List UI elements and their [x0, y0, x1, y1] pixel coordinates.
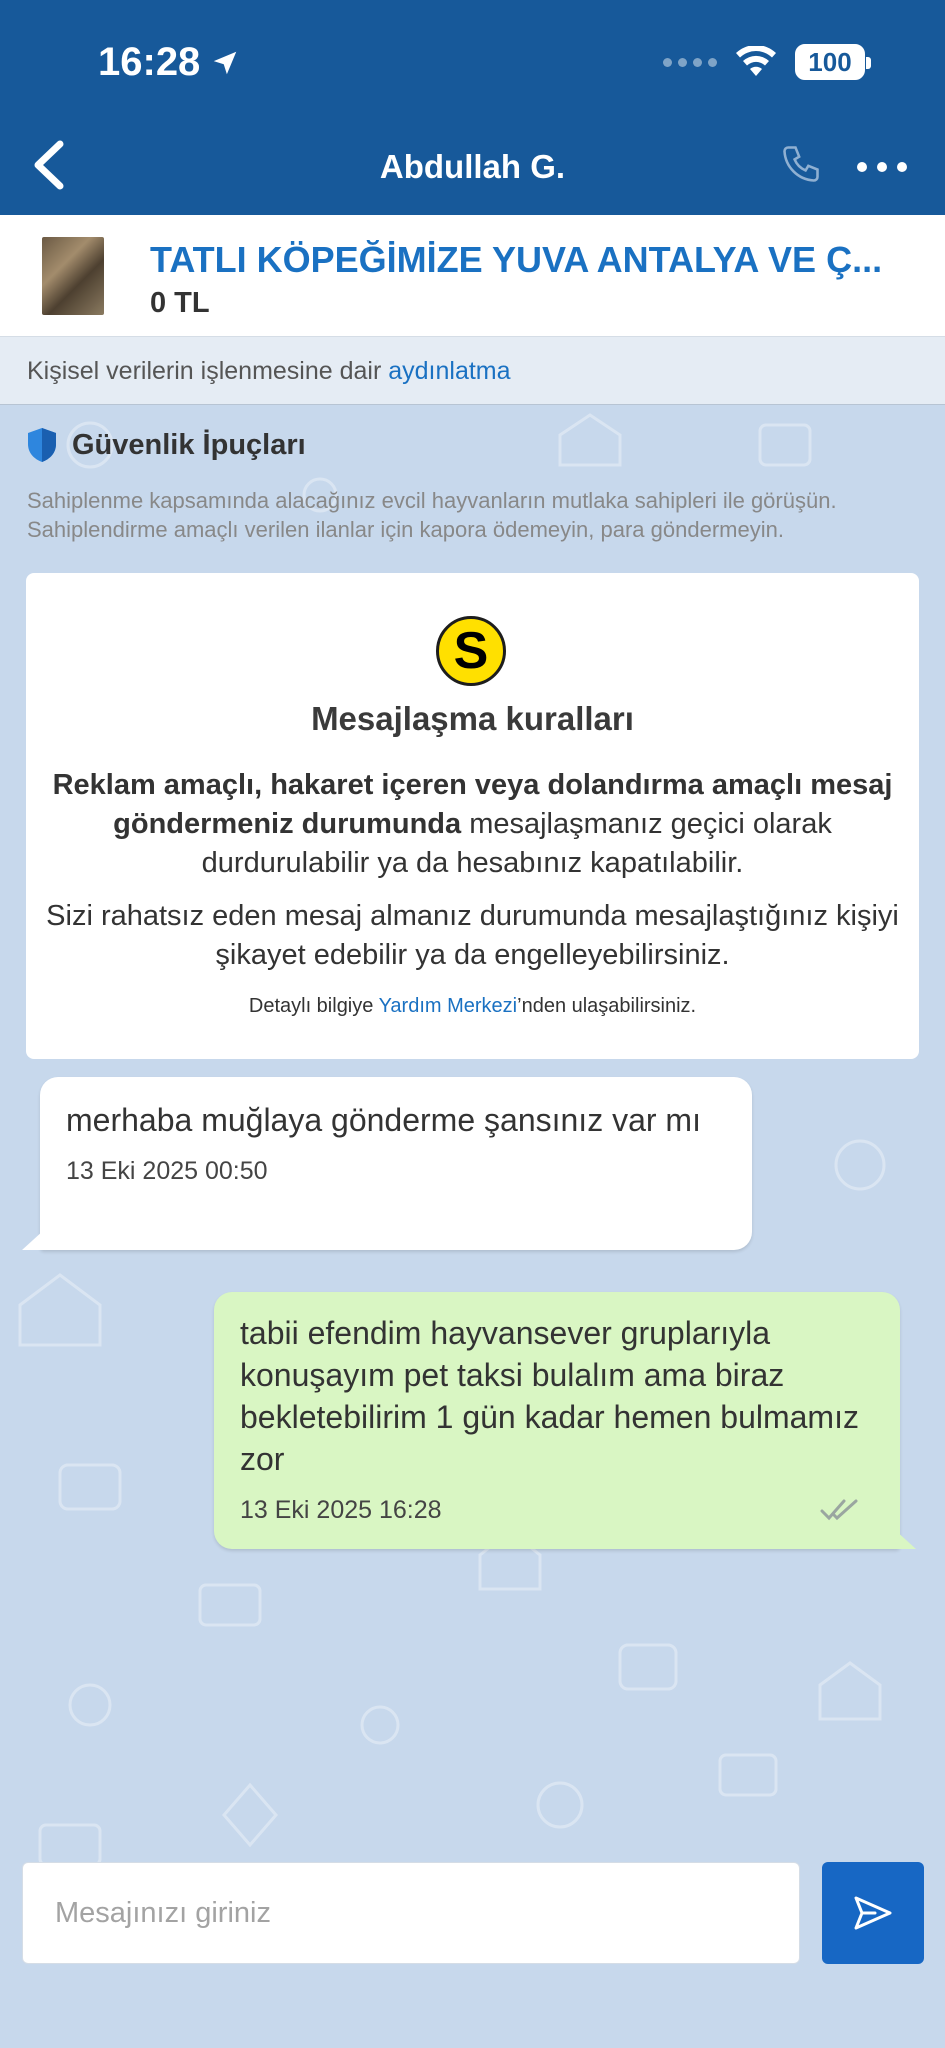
message-timestamp: 13 Eki 2025 16:28 [240, 1496, 442, 1524]
phone-icon[interactable] [779, 142, 823, 186]
message-bubble-incoming[interactable] [40, 1077, 752, 1250]
rules-paragraph-1: Reklam amaçlı, hakaret içeren veya dolandırma amaçlı mesaj göndermeniz durumunda mesajlaşmanız geçici olarak durdurulabilir ya da hesabınız kapatılabilir. [52, 769, 893, 879]
security-tips-heading: Güvenlik İpuçları [26, 427, 306, 463]
conversation-title: Abdullah G. [379, 148, 566, 185]
message-bubble-outgoing[interactable] [214, 1292, 900, 1549]
header [0, 0, 945, 215]
rules-help-line: Detaylı bilgiye Yardım Merkezi’nden ulaşabilirsiniz. [248, 995, 697, 1017]
battery-icon: 100 [795, 44, 865, 80]
listing-price: 0 TL [150, 287, 210, 319]
message-text: tabii efendim hayvansever gruplarıyla konuşayım pet taksi bulalım ama biraz bekletebilirim 1 gün kadar hemen bulmamız zor [240, 1315, 859, 1477]
listing-thumbnail[interactable] [42, 237, 104, 315]
message-timestamp: 13 Eki 2025 00:50 [66, 1157, 268, 1185]
shield-icon [26, 427, 58, 463]
location-arrow-icon [210, 48, 240, 78]
message-composer[interactable] [22, 1862, 800, 1964]
message-text: merhaba muğlaya gönderme şansınız var mı [66, 1102, 701, 1138]
security-tips-text: Sahiplenme kapsamında alacağınız evcil hayvanların mutlaka sahipleri ile görüşün. Sahiplendirme amaçlı verilen ilanlar için kapora ödemeyin, para göndermeyin. [27, 488, 837, 542]
more-options-icon[interactable] [857, 162, 907, 172]
privacy-notice: Kişisel verilerin işlenmesine dair aydınlatma [0, 337, 945, 405]
message-input[interactable] [23, 1863, 799, 1963]
help-center-link[interactable]: Yardım Merkezi [378, 995, 518, 1017]
privacy-link[interactable]: aydınlatma [388, 357, 511, 385]
read-receipt-icon [820, 1497, 860, 1521]
cellular-signal-icon [663, 58, 717, 67]
send-icon [853, 1895, 893, 1931]
listing-summary[interactable] [0, 215, 945, 337]
rules-paragraph-2: Sizi rahatsız eden mesaj almanız durumunda mesajlaştığınız kişiyi şikayet edebilir ya da engelleyebilirsiniz. [46, 900, 899, 971]
status-indicators [663, 44, 865, 80]
listing-title[interactable]: TATLI KÖPEĞİMİZE YUVA ANTALYA VE Ç... [150, 239, 883, 280]
send-button[interactable] [822, 1862, 924, 1964]
status-time: 16:28 [98, 40, 240, 85]
brand-logo-icon: S [436, 616, 506, 686]
messaging-rules-card [26, 573, 919, 1059]
wifi-icon [735, 46, 777, 78]
rules-title: Mesajlaşma kuralları [311, 700, 634, 737]
